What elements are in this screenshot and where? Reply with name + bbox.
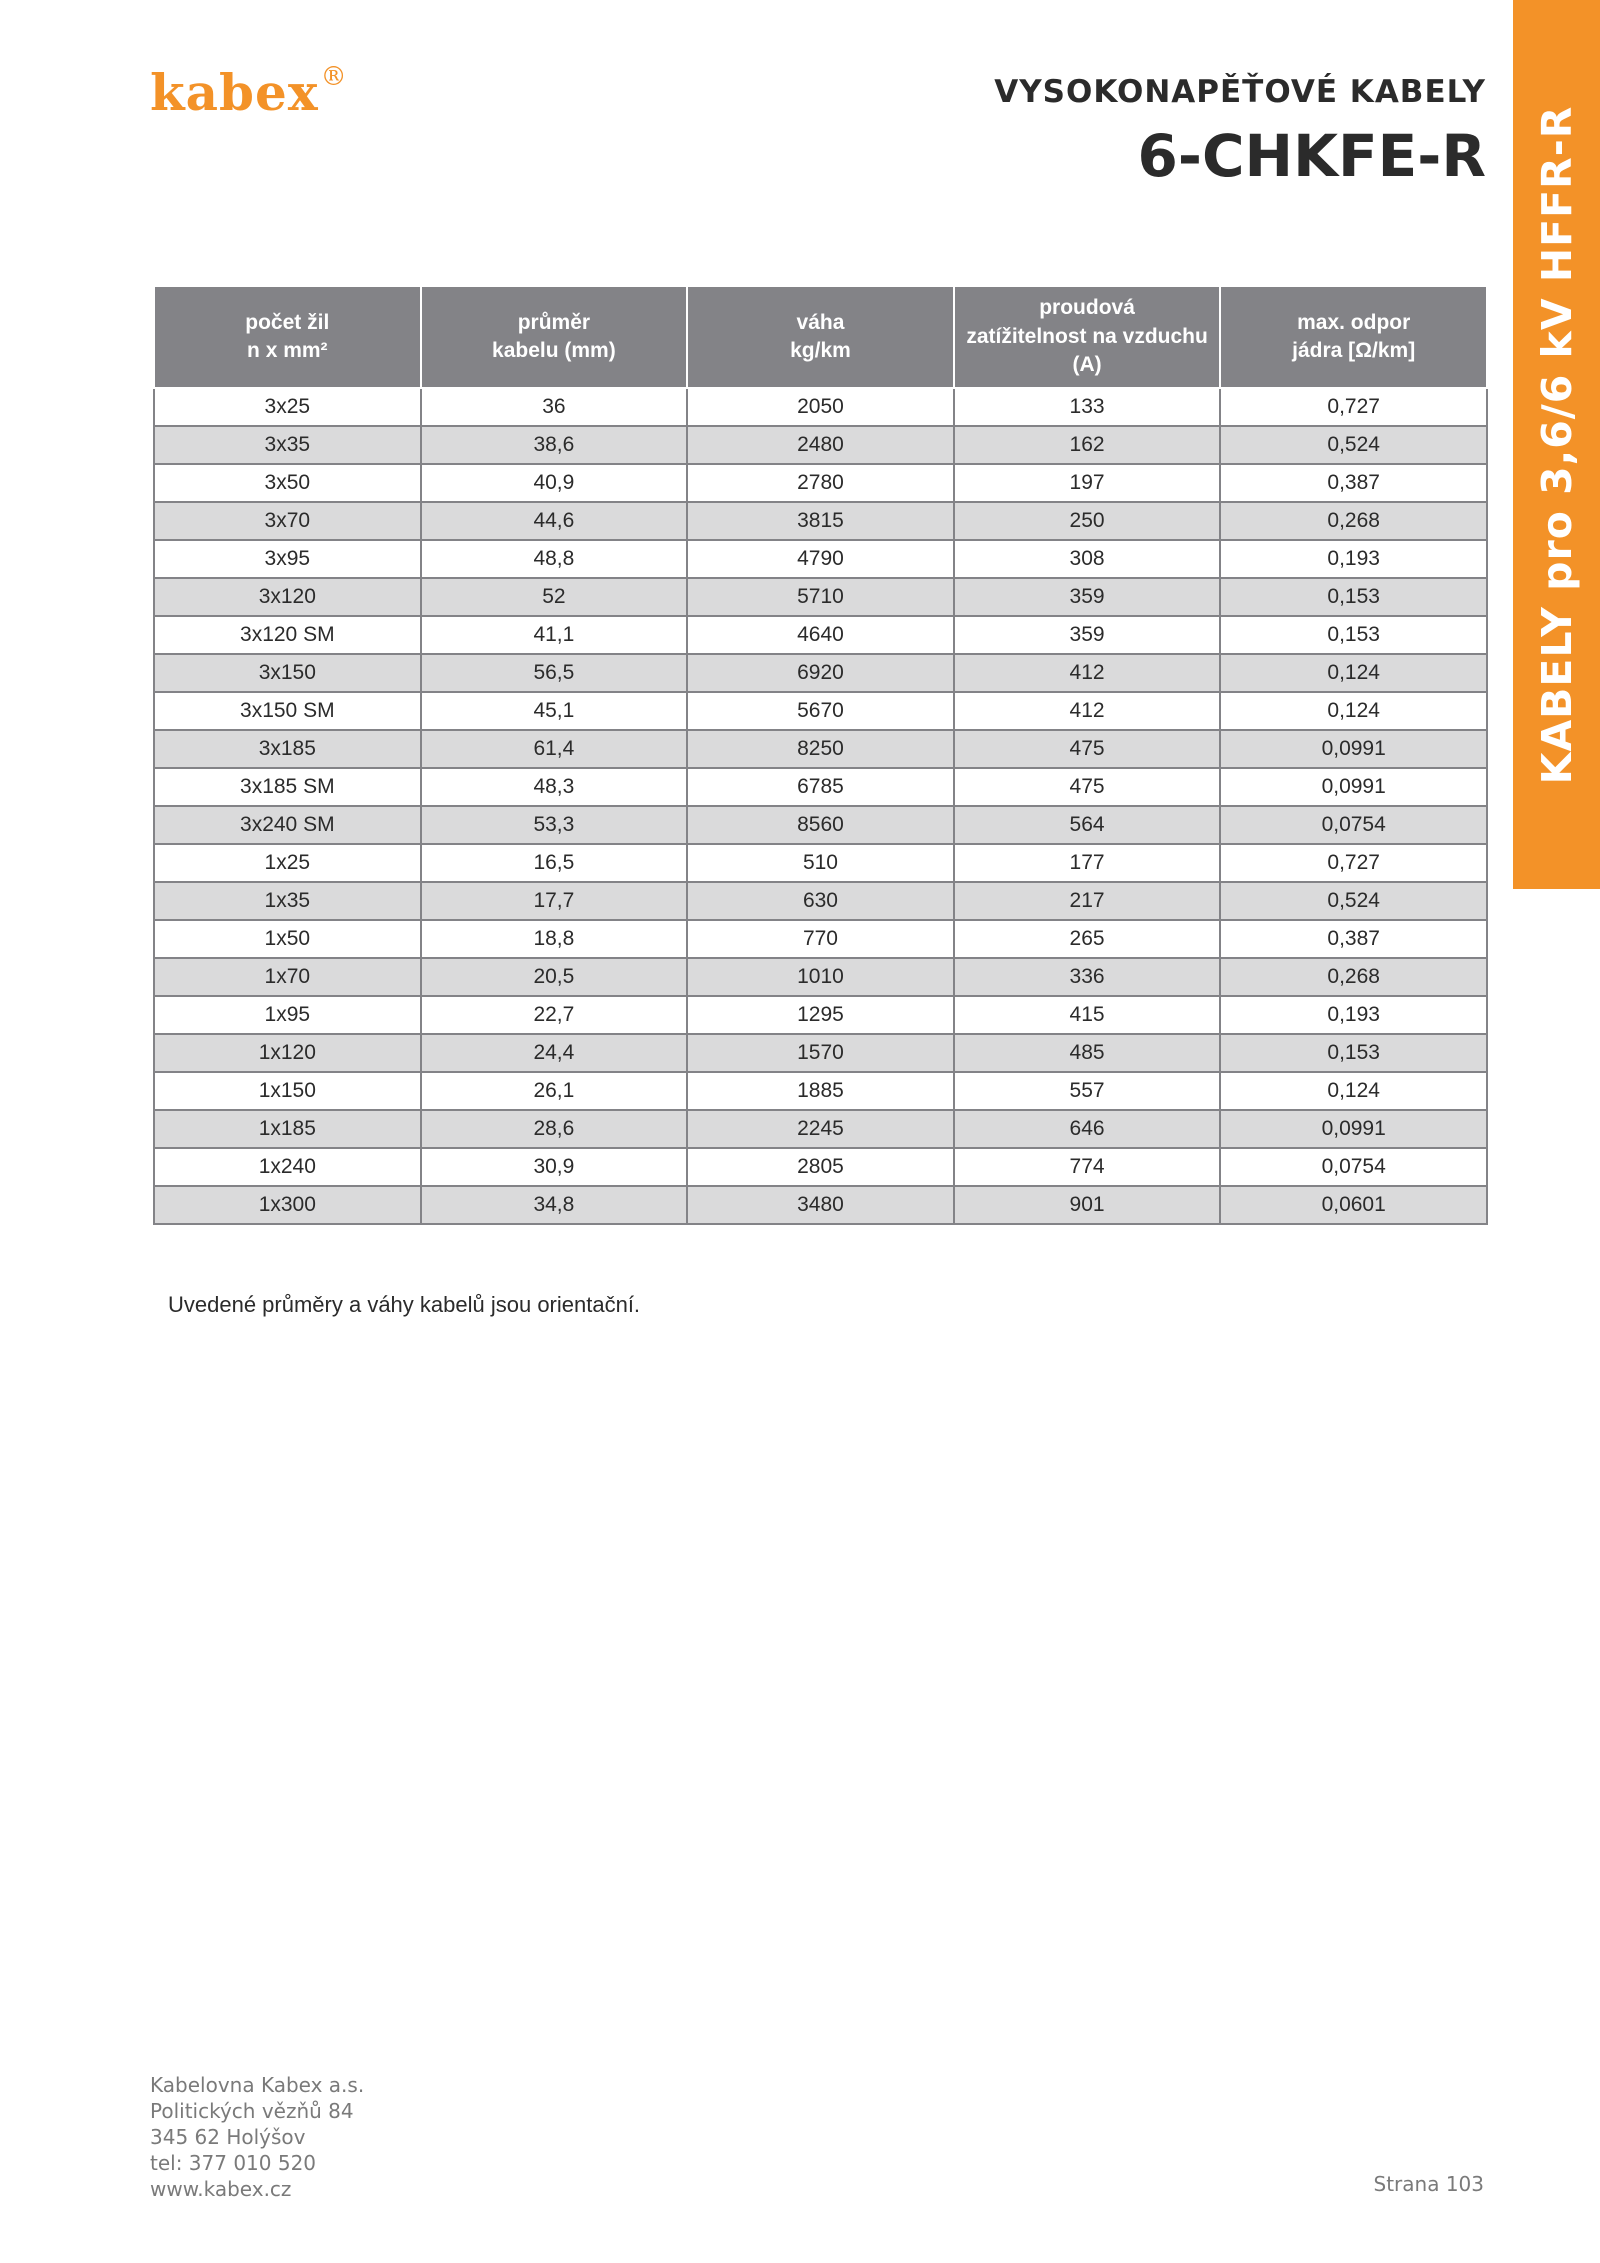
cell-cores: 1x240 — [154, 1148, 421, 1186]
table-row — [154, 692, 1487, 730]
registered-mark: ® — [320, 62, 348, 92]
company-phone: tel: 377 010 520 — [150, 2151, 317, 2175]
cell-cores: 1x70 — [154, 958, 421, 996]
cell-cores: 3x240 SM — [154, 806, 421, 844]
cell-current-capacity: 475 — [954, 768, 1221, 806]
cell-current-capacity: 308 — [954, 540, 1221, 578]
table-row — [154, 844, 1487, 882]
cell-diameter: 48,3 — [421, 768, 688, 806]
cell-cores: 3x35 — [154, 426, 421, 464]
cell-max-resistance: 0,124 — [1220, 654, 1487, 692]
header-current-capacity: proudová zatížitelnost na vzduchu (A) — [954, 286, 1221, 388]
cell-diameter: 48,8 — [421, 540, 688, 578]
table-row — [154, 768, 1487, 806]
cell-weight: 2805 — [687, 1148, 954, 1186]
cell-diameter: 38,6 — [421, 426, 688, 464]
cell-weight: 5710 — [687, 578, 954, 616]
table-row — [154, 806, 1487, 844]
cell-cores: 3x185 SM — [154, 768, 421, 806]
table-row — [154, 426, 1487, 464]
cell-max-resistance: 0,0601 — [1220, 1186, 1487, 1224]
cell-max-resistance: 0,0991 — [1220, 730, 1487, 768]
cell-cores: 1x50 — [154, 920, 421, 958]
cell-max-resistance: 0,193 — [1220, 996, 1487, 1034]
cell-weight: 6920 — [687, 654, 954, 692]
cell-diameter: 22,7 — [421, 996, 688, 1034]
cell-max-resistance: 0,727 — [1220, 388, 1487, 426]
cell-cores: 1x185 — [154, 1110, 421, 1148]
cell-cores: 3x25 — [154, 388, 421, 426]
cell-weight: 8560 — [687, 806, 954, 844]
logo-text: kabex — [150, 63, 319, 122]
company-name: Kabelovna Kabex a.s. — [150, 2073, 365, 2097]
cell-weight: 3815 — [687, 502, 954, 540]
table-row — [154, 730, 1487, 768]
header-cores: počet žil n x mm² — [154, 286, 421, 388]
cell-diameter: 53,3 — [421, 806, 688, 844]
table-row — [154, 1110, 1487, 1148]
table-row — [154, 920, 1487, 958]
cell-weight: 1010 — [687, 958, 954, 996]
cell-max-resistance: 0,524 — [1220, 426, 1487, 464]
cell-cores: 1x300 — [154, 1186, 421, 1224]
cell-current-capacity: 359 — [954, 578, 1221, 616]
header-diameter: průměr kabelu (mm) — [421, 286, 688, 388]
cell-cores: 1x25 — [154, 844, 421, 882]
cell-max-resistance: 0,124 — [1220, 1072, 1487, 1110]
table-row — [154, 616, 1487, 654]
cell-cores: 1x95 — [154, 996, 421, 1034]
cell-max-resistance: 0,0754 — [1220, 1148, 1487, 1186]
table-row — [154, 882, 1487, 920]
cable-spec-table — [153, 285, 1488, 1225]
footnote: Uvedené průměry a váhy kabelů jsou orientační. — [168, 1292, 641, 1317]
cell-current-capacity: 197 — [954, 464, 1221, 502]
cell-weight: 2050 — [687, 388, 954, 426]
cell-diameter: 44,6 — [421, 502, 688, 540]
cell-weight: 510 — [687, 844, 954, 882]
cell-max-resistance: 0,124 — [1220, 692, 1487, 730]
company-address — [150, 2072, 364, 2202]
table-row — [154, 578, 1487, 616]
cell-cores: 3x150 — [154, 654, 421, 692]
cell-diameter: 24,4 — [421, 1034, 688, 1072]
cell-current-capacity: 564 — [954, 806, 1221, 844]
cell-current-capacity: 265 — [954, 920, 1221, 958]
cell-weight: 6785 — [687, 768, 954, 806]
cell-current-capacity: 415 — [954, 996, 1221, 1034]
cell-current-capacity: 133 — [954, 388, 1221, 426]
cell-diameter: 61,4 — [421, 730, 688, 768]
cell-current-capacity: 336 — [954, 958, 1221, 996]
document-category: VYSOKONAPĚŤOVÉ KABELY — [994, 74, 1486, 110]
cell-current-capacity: 646 — [954, 1110, 1221, 1148]
cell-weight: 3480 — [687, 1186, 954, 1224]
table-row — [154, 1148, 1487, 1186]
page-number: Strana 103 — [1373, 2172, 1484, 2196]
cell-diameter: 28,6 — [421, 1110, 688, 1148]
cell-max-resistance: 0,193 — [1220, 540, 1487, 578]
cell-current-capacity: 412 — [954, 654, 1221, 692]
cell-diameter: 17,7 — [421, 882, 688, 920]
cell-max-resistance: 0,153 — [1220, 1034, 1487, 1072]
cell-diameter: 26,1 — [421, 1072, 688, 1110]
cell-diameter: 30,9 — [421, 1148, 688, 1186]
cell-weight: 1570 — [687, 1034, 954, 1072]
company-street: Politických vězňů 84 — [150, 2099, 354, 2123]
cell-max-resistance: 0,153 — [1220, 578, 1487, 616]
cell-weight: 630 — [687, 882, 954, 920]
table-row — [154, 1186, 1487, 1224]
cell-cores: 1x120 — [154, 1034, 421, 1072]
cell-cores: 3x50 — [154, 464, 421, 502]
table-row — [154, 654, 1487, 692]
table-row — [154, 1034, 1487, 1072]
cell-cores: 3x120 — [154, 578, 421, 616]
product-title: 6-CHKFE-R — [1137, 122, 1486, 190]
side-tab — [1513, 0, 1600, 889]
cell-current-capacity: 162 — [954, 426, 1221, 464]
cell-weight: 8250 — [687, 730, 954, 768]
cell-max-resistance: 0,153 — [1220, 616, 1487, 654]
company-website: www.kabex.cz — [150, 2177, 292, 2201]
cell-current-capacity: 250 — [954, 502, 1221, 540]
side-tab-text: KABELY pro 3,6/6 kV HFFR-R — [1532, 105, 1581, 784]
cell-current-capacity: 412 — [954, 692, 1221, 730]
table-row — [154, 464, 1487, 502]
cell-max-resistance: 0,0991 — [1220, 768, 1487, 806]
kabex-logo — [150, 62, 348, 122]
cell-current-capacity: 177 — [954, 844, 1221, 882]
cell-weight: 4790 — [687, 540, 954, 578]
cell-diameter: 34,8 — [421, 1186, 688, 1224]
cell-max-resistance: 0,0991 — [1220, 1110, 1487, 1148]
cell-diameter: 56,5 — [421, 654, 688, 692]
cell-current-capacity: 774 — [954, 1148, 1221, 1186]
company-city: 345 62 Holýšov — [150, 2125, 306, 2149]
table-row — [154, 502, 1487, 540]
cell-current-capacity: 557 — [954, 1072, 1221, 1110]
cell-diameter: 40,9 — [421, 464, 688, 502]
cell-cores: 3x150 SM — [154, 692, 421, 730]
table-row — [154, 996, 1487, 1034]
cell-max-resistance: 0,268 — [1220, 502, 1487, 540]
cell-max-resistance: 0,727 — [1220, 844, 1487, 882]
cell-cores: 3x95 — [154, 540, 421, 578]
header-weight: váha kg/km — [687, 286, 954, 388]
cell-max-resistance: 0,524 — [1220, 882, 1487, 920]
cell-current-capacity: 475 — [954, 730, 1221, 768]
cell-weight: 4640 — [687, 616, 954, 654]
cell-weight: 770 — [687, 920, 954, 958]
cell-current-capacity: 485 — [954, 1034, 1221, 1072]
table-row — [154, 1072, 1487, 1110]
cell-diameter: 18,8 — [421, 920, 688, 958]
cell-weight: 1885 — [687, 1072, 954, 1110]
cell-diameter: 20,5 — [421, 958, 688, 996]
cell-weight: 2245 — [687, 1110, 954, 1148]
cell-current-capacity: 901 — [954, 1186, 1221, 1224]
cell-current-capacity: 359 — [954, 616, 1221, 654]
cell-weight: 5670 — [687, 692, 954, 730]
cell-diameter: 41,1 — [421, 616, 688, 654]
table-row — [154, 958, 1487, 996]
cell-weight: 2780 — [687, 464, 954, 502]
cell-weight: 2480 — [687, 426, 954, 464]
cell-cores: 1x150 — [154, 1072, 421, 1110]
table-header-row — [154, 286, 1487, 388]
table-row — [154, 388, 1487, 426]
cell-diameter: 52 — [421, 578, 688, 616]
cell-cores: 3x185 — [154, 730, 421, 768]
cell-max-resistance: 0,387 — [1220, 464, 1487, 502]
cell-diameter: 36 — [421, 388, 688, 426]
cell-cores: 3x70 — [154, 502, 421, 540]
cell-weight: 1295 — [687, 996, 954, 1034]
cell-max-resistance: 0,0754 — [1220, 806, 1487, 844]
cell-cores: 1x35 — [154, 882, 421, 920]
cell-current-capacity: 217 — [954, 882, 1221, 920]
cell-max-resistance: 0,387 — [1220, 920, 1487, 958]
cell-max-resistance: 0,268 — [1220, 958, 1487, 996]
table-row — [154, 540, 1487, 578]
cell-diameter: 16,5 — [421, 844, 688, 882]
header-max-resistance: max. odpor jádra [Ω/km] — [1220, 286, 1487, 388]
table-body — [154, 388, 1487, 1224]
cell-cores: 3x120 SM — [154, 616, 421, 654]
cell-diameter: 45,1 — [421, 692, 688, 730]
